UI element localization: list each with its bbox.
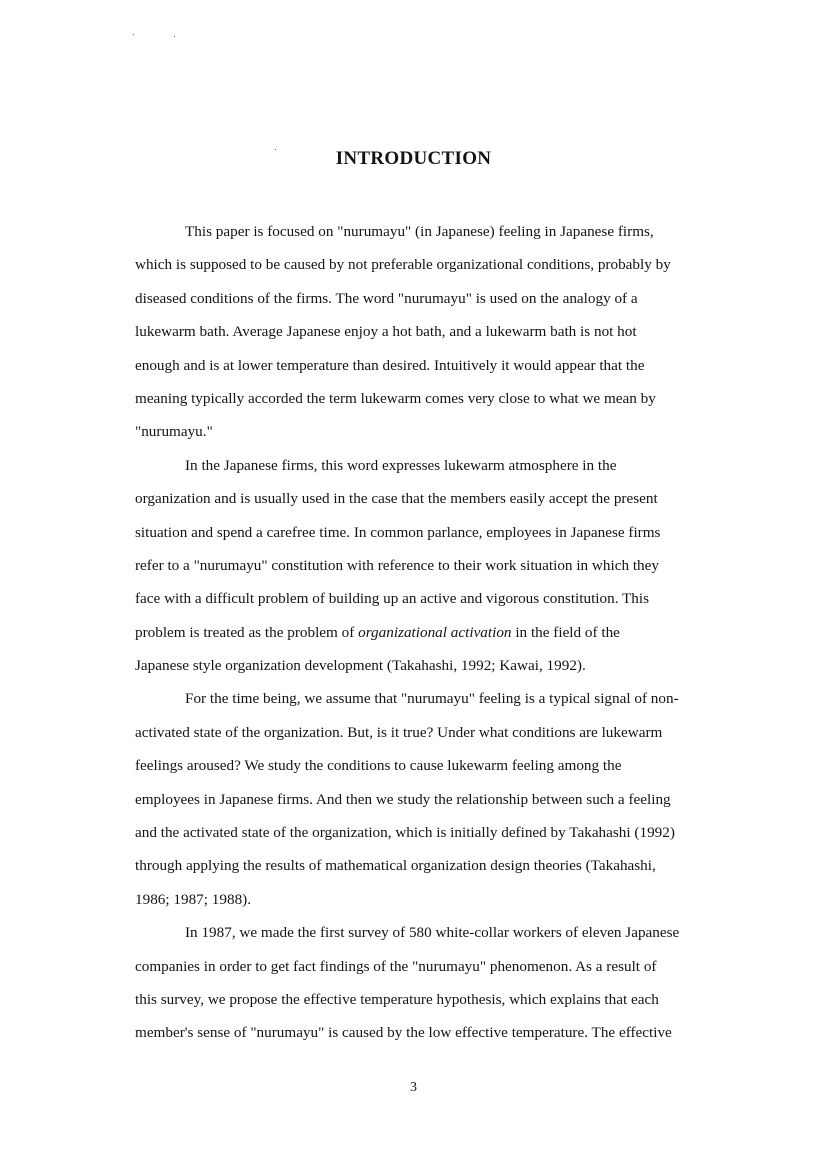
text-line: member's sense of "nurumayu" is caused by the low effective temperature. The effective [135,1024,672,1042]
text-span: problem is treated as the problem of [135,623,359,641]
text-line: meaning typically accorded the term lukewarm comes very close to what we mean by [135,389,656,407]
text-line: In 1987, we made the first survey of 580 white-collar workers of eleven Japanese [185,924,680,942]
page-number: 3 [410,1080,417,1095]
text-line: through applying the results of mathematical organization design theories (Takahashi, [135,857,656,875]
italic-term: organizational activation [358,623,512,641]
section-title: INTRODUCTION [335,148,492,169]
text-line: lukewarm bath. Average Japanese enjoy a hot bath, and a lukewarm bath is not hot [135,323,637,341]
text-line: companies in order to get fact findings of the "nurumayu" phenomenon. As a result of [135,957,657,975]
text-line: 1986; 1987; 1988). [135,890,252,908]
text-span: in the field of the [511,623,620,641]
text-line: which is supposed to be caused by not preferable organizational conditions, probably by [135,256,671,274]
text-line: organization and is usually used in the case that the members easily accept the present [135,490,658,508]
text-line: diseased conditions of the firms. The word "nurumayu" is used on the analogy of a [135,289,638,307]
text-line: refer to a "nurumayu" constitution with reference to their work situation in which they [135,556,659,574]
text-line: activated state of the organization. But, is it true? Under what conditions are lukewarm [135,723,663,741]
body-text [135,215,730,1050]
text-line: Japanese style organization development (Takahashi, 1992; Kawai, 1992). [135,657,586,675]
text-line-with-italic [135,616,730,649]
text-line: For the time being, we assume that "nurumayu" feeling is a typical signal of non- [185,690,679,708]
text-line: This paper is focused on "nurumayu" (in Japanese) feeling in Japanese firms, [185,223,654,240]
text-line: face with a difficult problem of building up an active and vigorous constitution. This [135,590,650,608]
text-line: this survey, we propose the effective temperature hypothesis, which explains that each [135,990,659,1008]
text-line: In the Japanese firms, this word expresses lukewarm atmosphere in the [185,456,617,474]
text-line: enough and is at lower temperature than desired. Intuitively it would appear that the [135,356,645,374]
text-line: employees in Japanese firms. And then we study the relationship between such a feeling [135,790,671,808]
scan-speck [133,34,134,35]
text-line: "nurumayu." [135,423,213,441]
text-line: situation and spend a carefree time. In common parlance, employees in Japanese firms [135,523,661,541]
text-line: feelings aroused? We study the conditions to cause lukewarm feeling among the [135,757,622,775]
scan-speck [174,36,175,37]
text-line: and the activated state of the organization, which is initially defined by Takahashi (1992) [135,824,675,842]
